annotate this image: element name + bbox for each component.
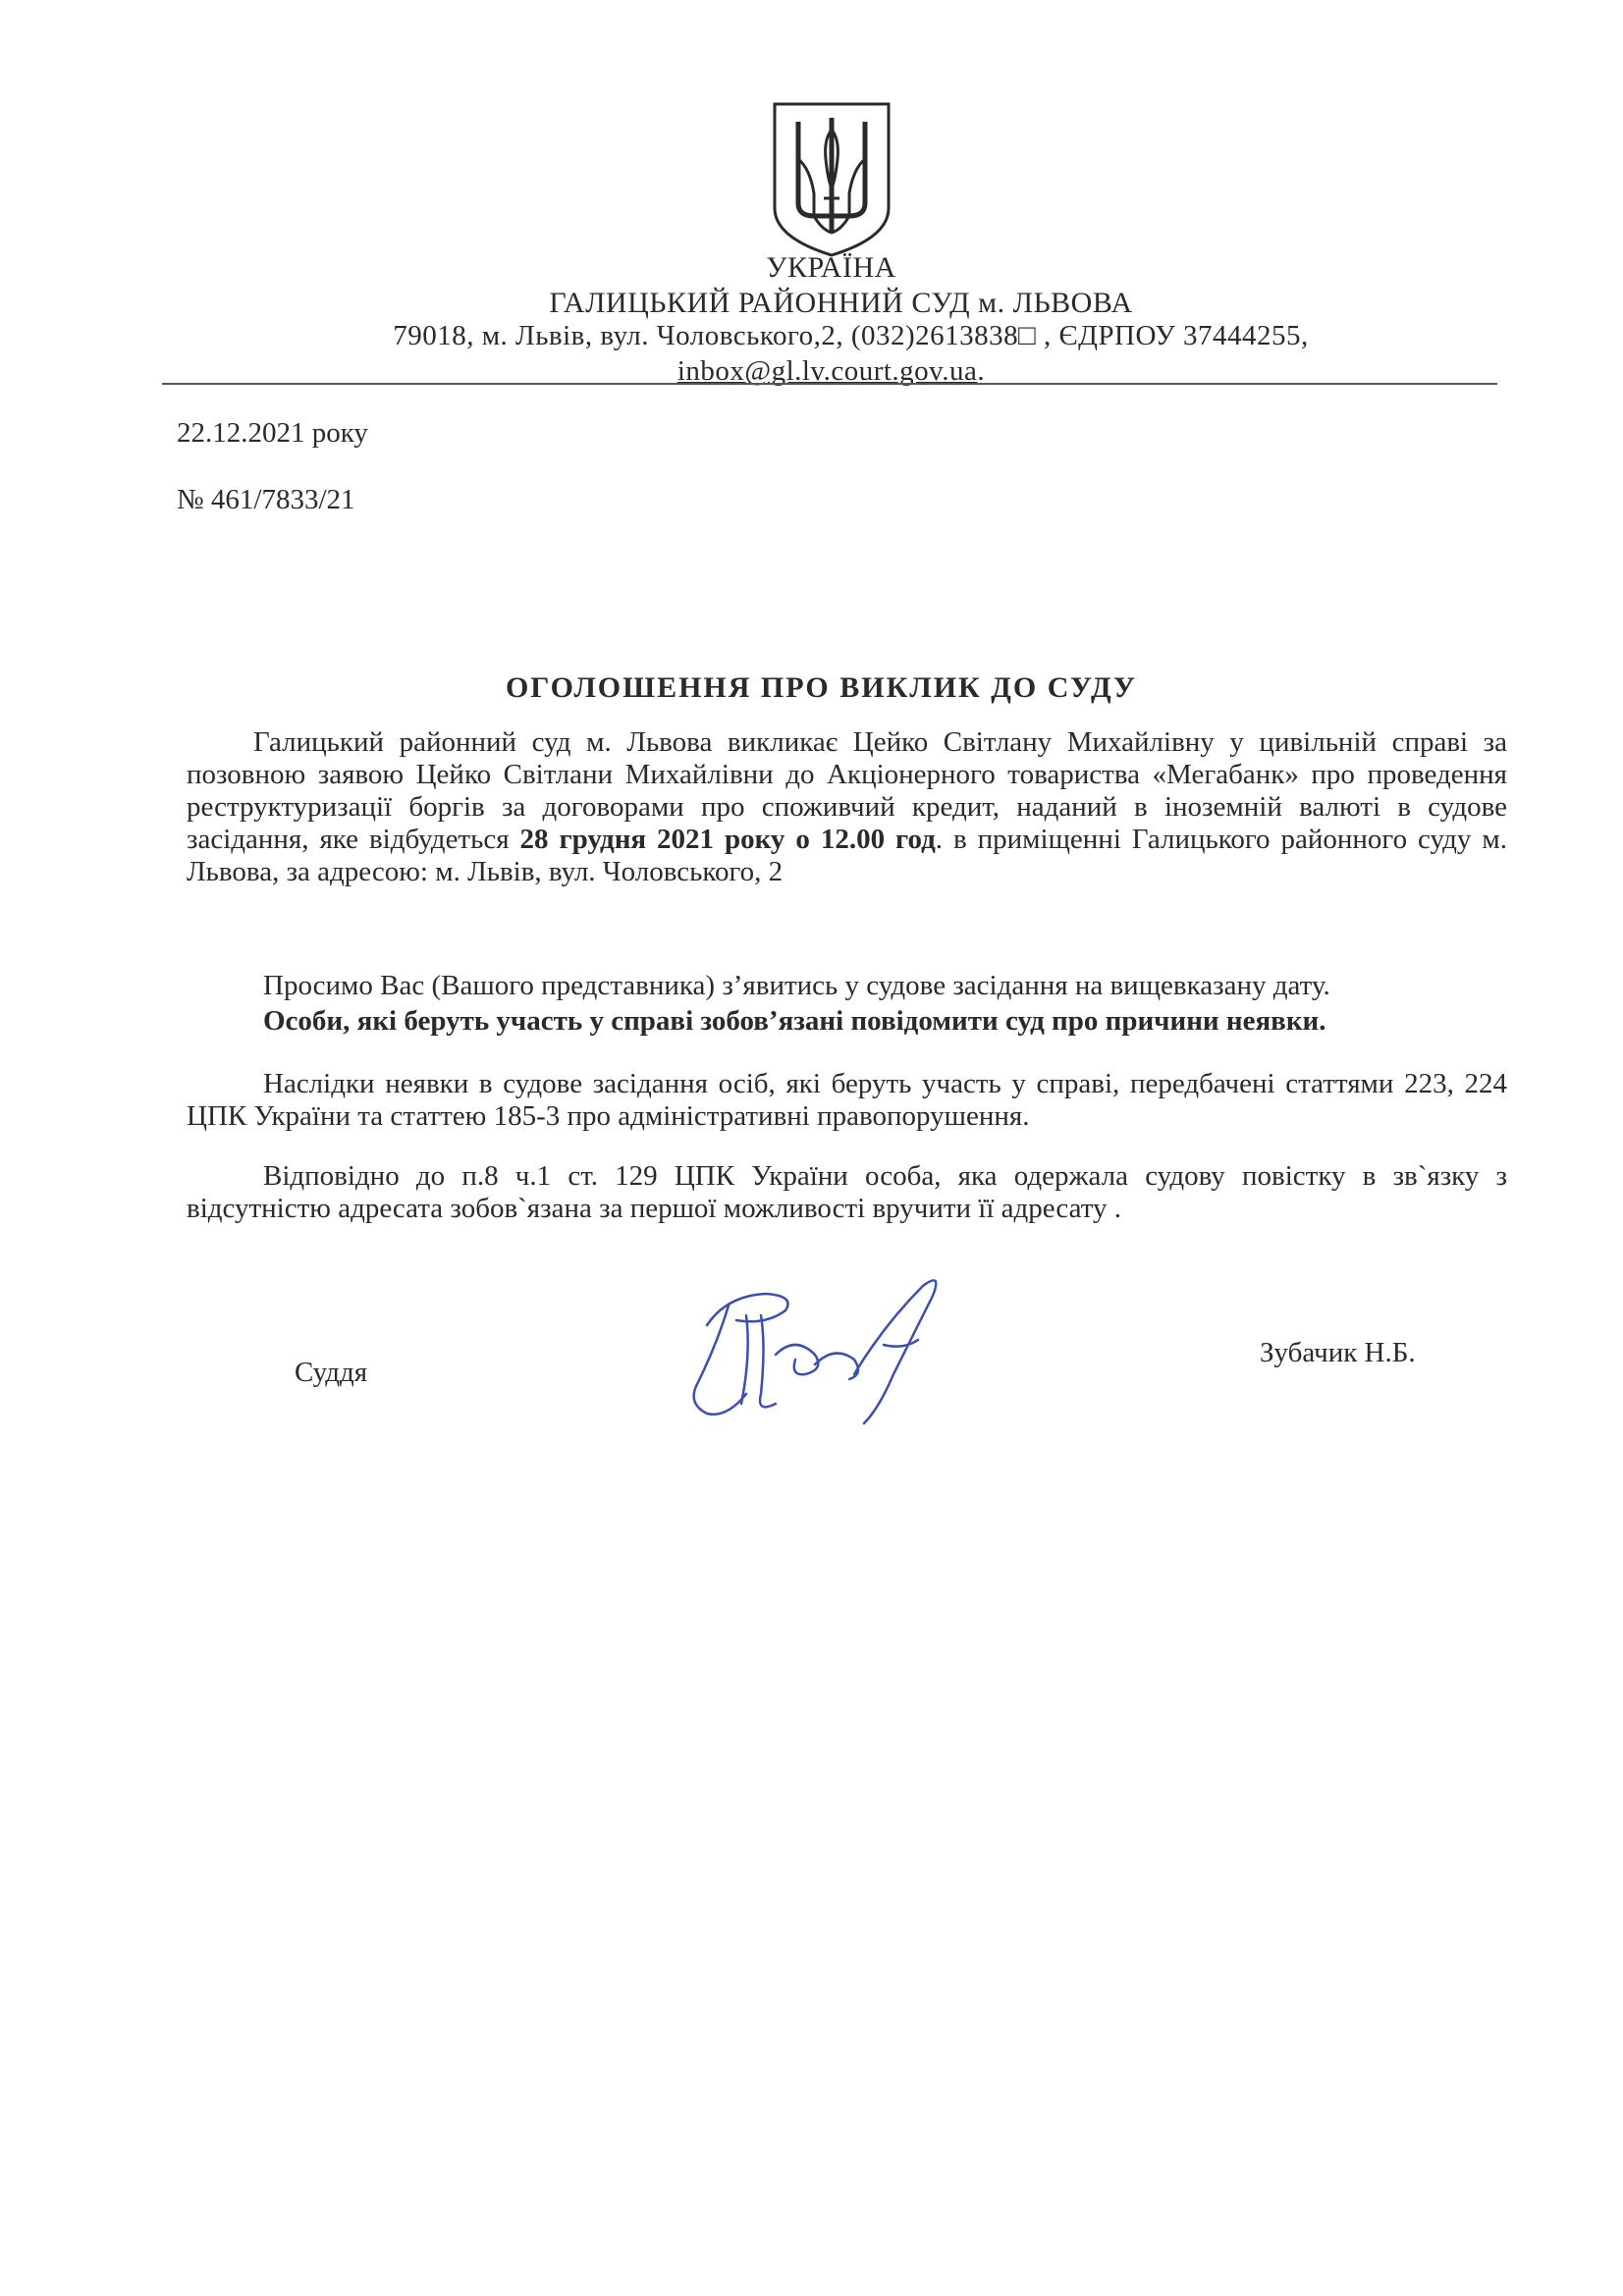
signature-role: Суддя [295,1357,368,1388]
paragraph-request: Просимо Вас (Вашого представника) з’явитись у судове засідання на вищевказану дату. [263,970,1330,1001]
paragraph-delivery: Відповідно до п.8 ч.1 ст. 129 ЦПК України особа, яка одержала судову повістку в зв`язку з відсутністю адресата зобов`язана за першої можливості вручити її адресату . [187,1160,1507,1224]
paragraph-obligation: Особи, які беруть участь у справі зобов’язані повідомити суд про причини неявки. [263,1005,1326,1037]
trident-emblem-icon [771,100,893,259]
header-country: УКРАЇНА [766,251,896,284]
paragraph-summons [187,726,1507,888]
paragraph-summons-part2: . в приміщенні Галицького районного суду м. Львова, за адресою: м. Львів, вул. Чоловського, 2 [187,824,1507,887]
document-title: ОГОЛОШЕННЯ ПРО ВИКЛИК ДО СУДУ [505,671,1138,704]
handwritten-signature [668,1266,982,1433]
paragraph-summons-part1: Галицький районний суд м. Львова викликає Цейко Світлану Михайлівну у цивільній справі за позовною заявою Цейко Світлани Михайлівни до Акціонерного товариства «Мегабанк» про проведення реструктуризації боргів за договорами про споживчий кредит, наданий в іноземній валюті в судове засідання, яке відбудеться [187,726,1507,855]
paragraph-consequences: Наслідки неявки в судове засідання осіб, які беруть участь у справі, передбачені статтями 223, 224 ЦПК України та статтею 185-3 про адміністративні правопорушення. [187,1068,1507,1132]
header-email[interactable]: inbox@gl.lv.court.gov.ua [676,355,978,387]
hearing-date: 28 грудня 2021 року о 12.00 год [519,824,936,855]
document-number: № 461/7833/21 [177,484,355,515]
judge-name: Зубачик Н.Б. [1260,1337,1416,1368]
header-email-suffix: . [977,355,986,387]
header-divider [162,383,1497,385]
header-court-name: ГАЛИЦЬКИЙ РАЙОННИЙ СУД м. ЛЬВОВА [549,287,1133,319]
document-date: 22.12.2021 року [177,417,368,449]
header-address: 79018, м. Львів, вул. Чоловського,2, (032)2613838□ , ЄДРПОУ 37444255, [393,320,1309,351]
